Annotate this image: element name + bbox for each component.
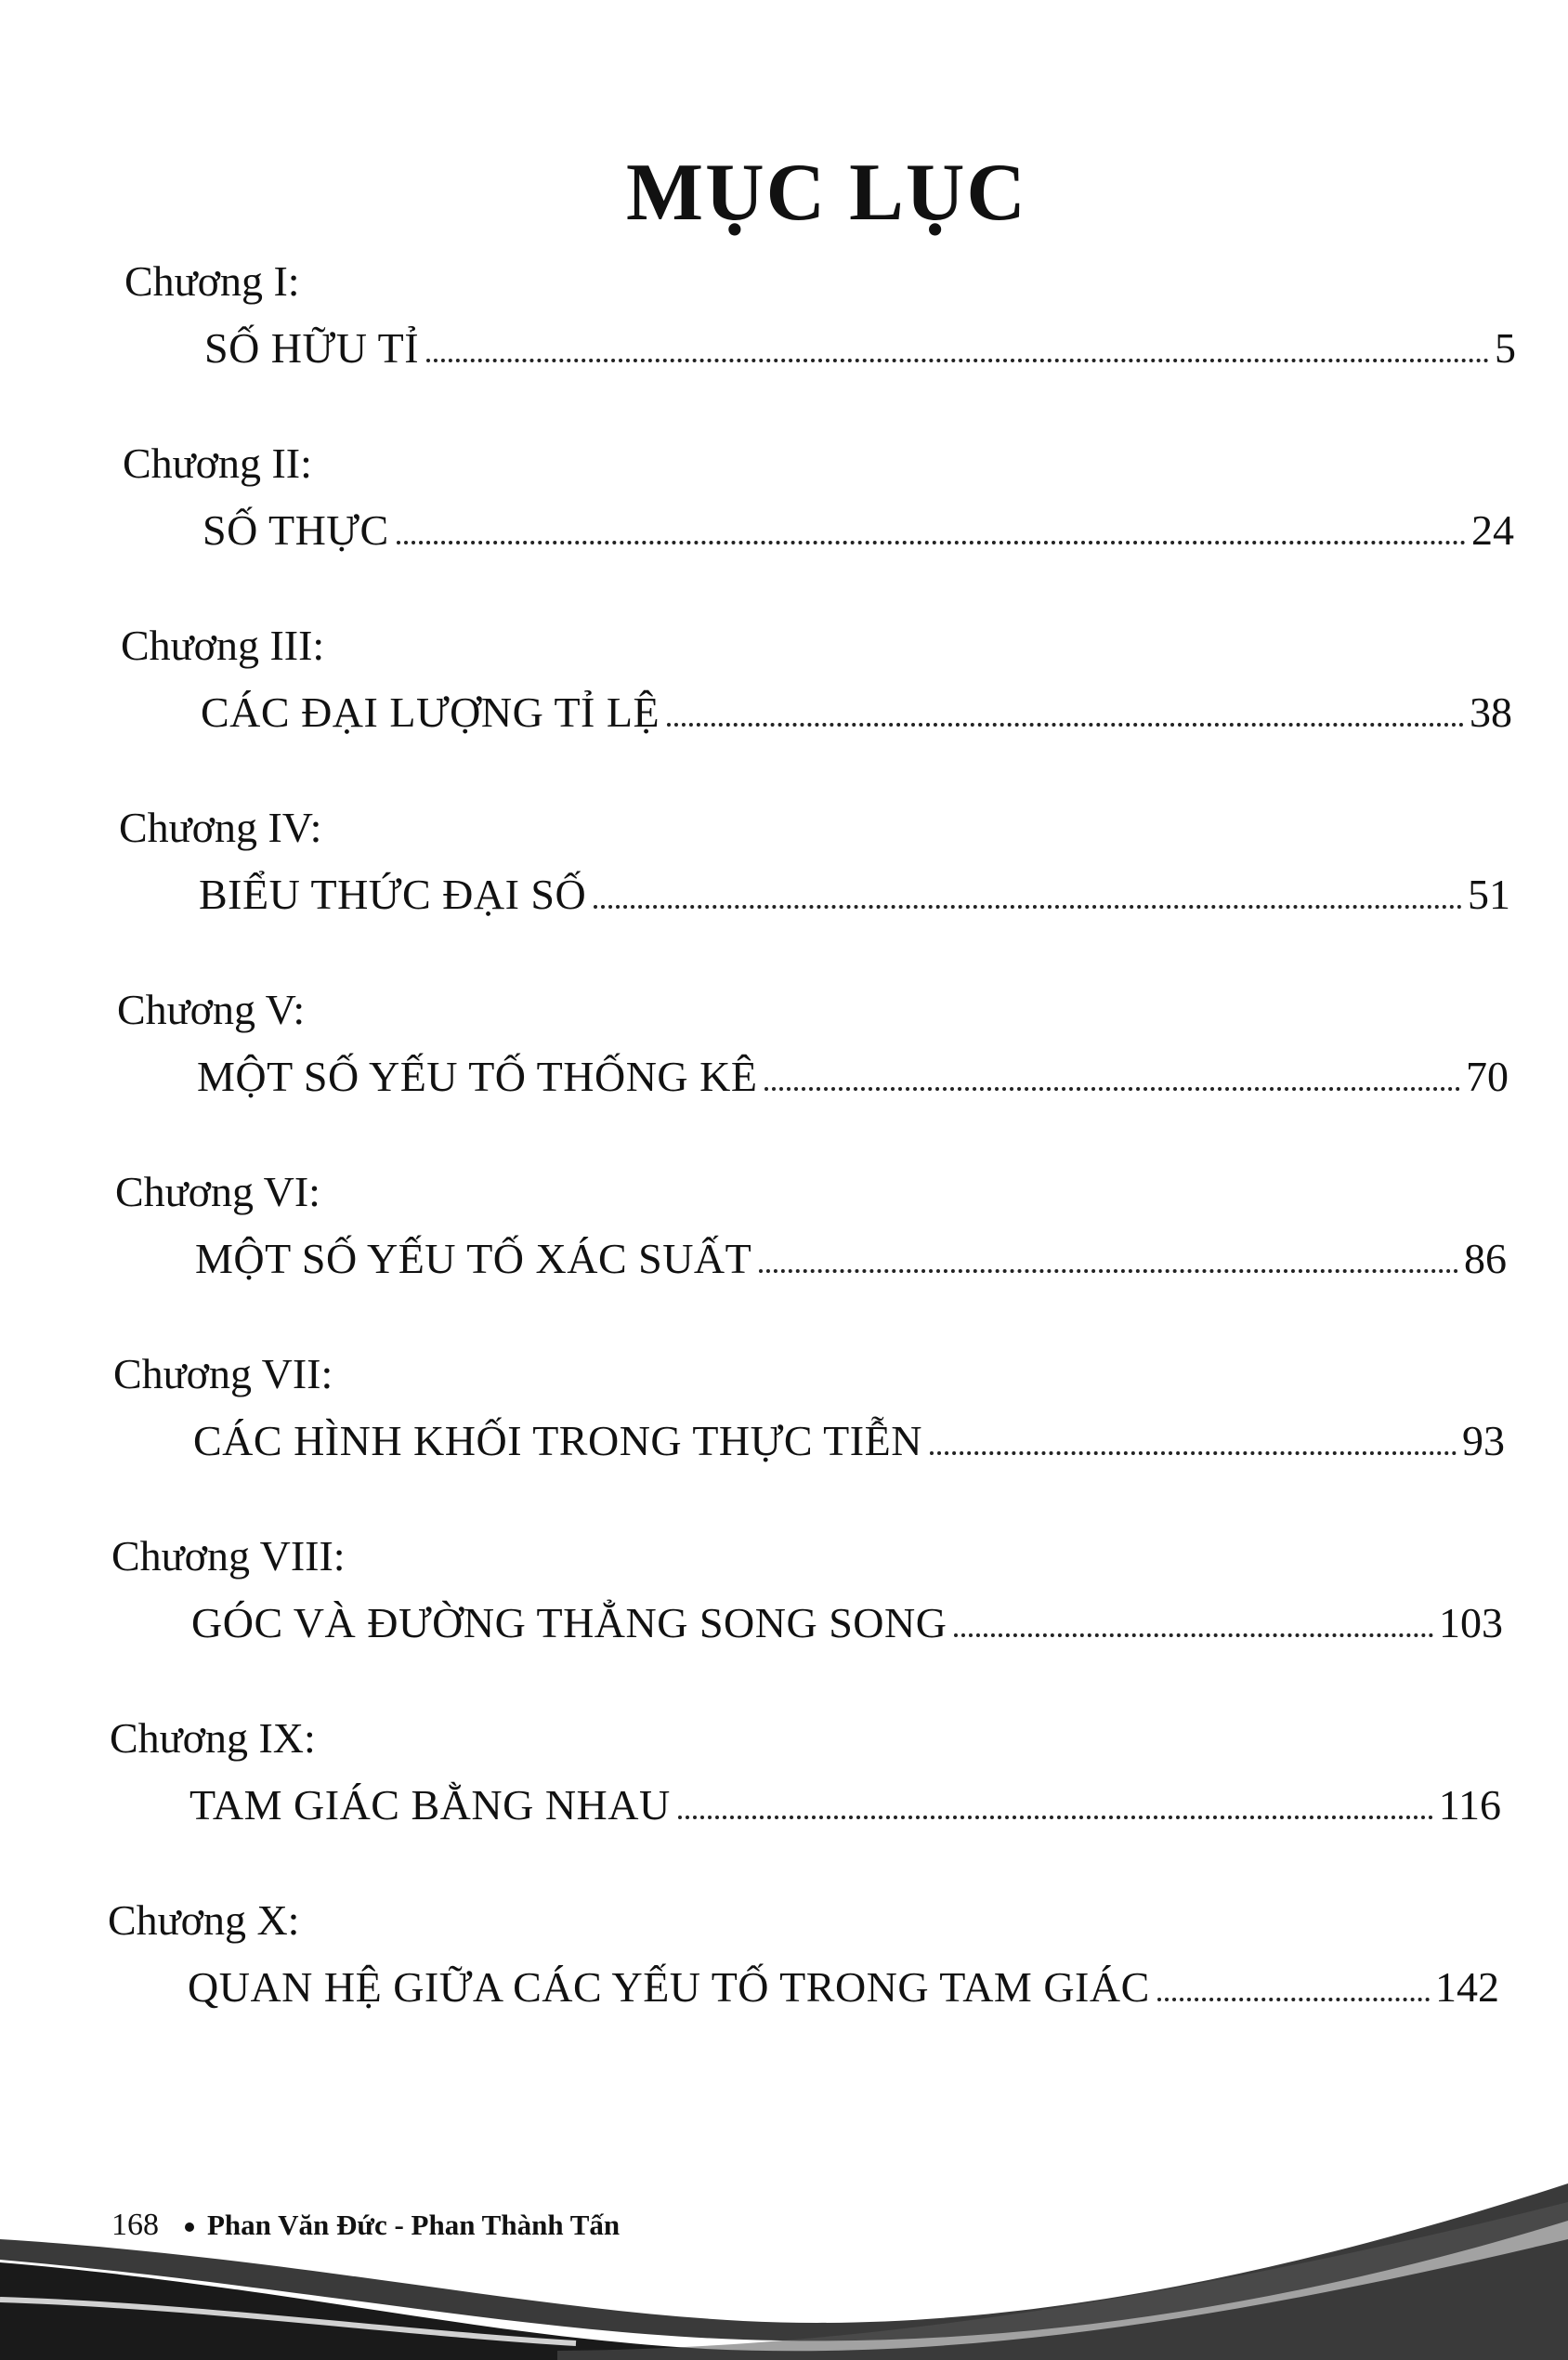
dot-leader bbox=[426, 359, 1489, 362]
footer-authors: Phan Văn Đức - Phan Thành Tấn bbox=[207, 2209, 621, 2241]
toc-entry-8 bbox=[111, 1532, 1503, 1721]
page-title: MỤC LỤC bbox=[626, 147, 1027, 238]
dot-leader bbox=[930, 1451, 1457, 1455]
toc-entry-4 bbox=[119, 806, 1510, 992]
toc-entry-6 bbox=[115, 1168, 1507, 1357]
page-number: 51 bbox=[1468, 871, 1510, 918]
footer-page-number: 168 bbox=[111, 2208, 159, 2242]
dot-leader bbox=[667, 723, 1464, 727]
chapter-title-row bbox=[204, 324, 1516, 372]
toc-entry-7 bbox=[113, 1350, 1505, 1539]
chapter-title: BIỂU THỨC ĐẠI SỐ bbox=[199, 871, 587, 918]
toc-entry-3 bbox=[121, 624, 1512, 810]
toc-entry-10 bbox=[108, 1896, 1499, 2085]
page-number: 116 bbox=[1438, 1781, 1501, 1829]
chapter-title: MỘT SỐ YẾU TỐ THỐNG KÊ bbox=[197, 1053, 758, 1100]
page-number: 86 bbox=[1464, 1235, 1507, 1282]
chapter-title: GÓC VÀ ĐƯỜNG THẲNG SONG SONG bbox=[191, 1599, 947, 1646]
page-number: 142 bbox=[1435, 1963, 1499, 2011]
dot-leader bbox=[764, 1087, 1460, 1091]
toc-entry-9 bbox=[110, 1714, 1501, 1903]
toc-entry-5 bbox=[117, 986, 1509, 1174]
chapter-label: Chương IX: bbox=[110, 1714, 316, 1762]
chapter-label: Chương VI: bbox=[115, 1168, 320, 1215]
chapter-title-row bbox=[188, 1963, 1499, 2011]
page-number: 103 bbox=[1439, 1599, 1503, 1646]
toc-entry-2 bbox=[123, 439, 1514, 628]
chapter-label: Chương V: bbox=[117, 986, 306, 1033]
dot-leader bbox=[397, 541, 1466, 544]
chapter-title-row bbox=[201, 688, 1512, 736]
chapter-title: QUAN HỆ GIỮA CÁC YẾU TỐ TRONG TAM GIÁC bbox=[188, 1963, 1150, 2011]
chapter-title-row bbox=[189, 1781, 1501, 1829]
chapter-title-row bbox=[191, 1599, 1503, 1646]
chapter-title-row bbox=[203, 506, 1514, 554]
chapter-label: Chương VIII: bbox=[111, 1532, 346, 1580]
chapter-title-row bbox=[193, 1417, 1505, 1464]
page-footer bbox=[111, 2209, 620, 2241]
dot-leader bbox=[678, 1816, 1433, 1819]
chapter-title: SỐ THỰC bbox=[203, 506, 389, 554]
chapter-label: Chương I: bbox=[124, 257, 300, 305]
chapter-label: Chương IV: bbox=[119, 804, 322, 851]
page-number: 70 bbox=[1466, 1053, 1509, 1100]
chapter-title: CÁC HÌNH KHỐI TRONG THỰC TIỄN bbox=[193, 1417, 922, 1464]
chapter-label: Chương X: bbox=[108, 1896, 300, 1944]
chapter-label: Chương II: bbox=[123, 439, 312, 487]
page-number: 5 bbox=[1495, 324, 1516, 372]
chapter-title: MỘT SỐ YẾU TỐ XÁC SUẤT bbox=[195, 1235, 752, 1282]
page-number: 93 bbox=[1462, 1417, 1505, 1464]
chapter-title: SỐ HỮU TỈ bbox=[204, 324, 420, 372]
page-number: 38 bbox=[1470, 688, 1512, 736]
chapter-title: CÁC ĐẠI LƯỢNG TỈ LỆ bbox=[201, 688, 660, 736]
chapter-title-row bbox=[195, 1235, 1507, 1282]
chapter-title-row bbox=[199, 873, 1510, 916]
chapter-label: Chương III: bbox=[121, 622, 325, 669]
toc-entry-1 bbox=[124, 257, 1516, 446]
chapter-title: TAM GIÁC BẰNG NHAU bbox=[189, 1781, 671, 1829]
chapter-title-row bbox=[197, 1055, 1509, 1098]
dot-leader bbox=[954, 1633, 1433, 1637]
dot-leader bbox=[759, 1269, 1458, 1273]
dot-leader bbox=[1157, 1998, 1430, 2001]
bullet-icon bbox=[185, 2222, 194, 2232]
chapter-label: Chương VII: bbox=[113, 1350, 333, 1397]
dot-leader bbox=[594, 905, 1462, 909]
page-number: 24 bbox=[1471, 506, 1514, 554]
